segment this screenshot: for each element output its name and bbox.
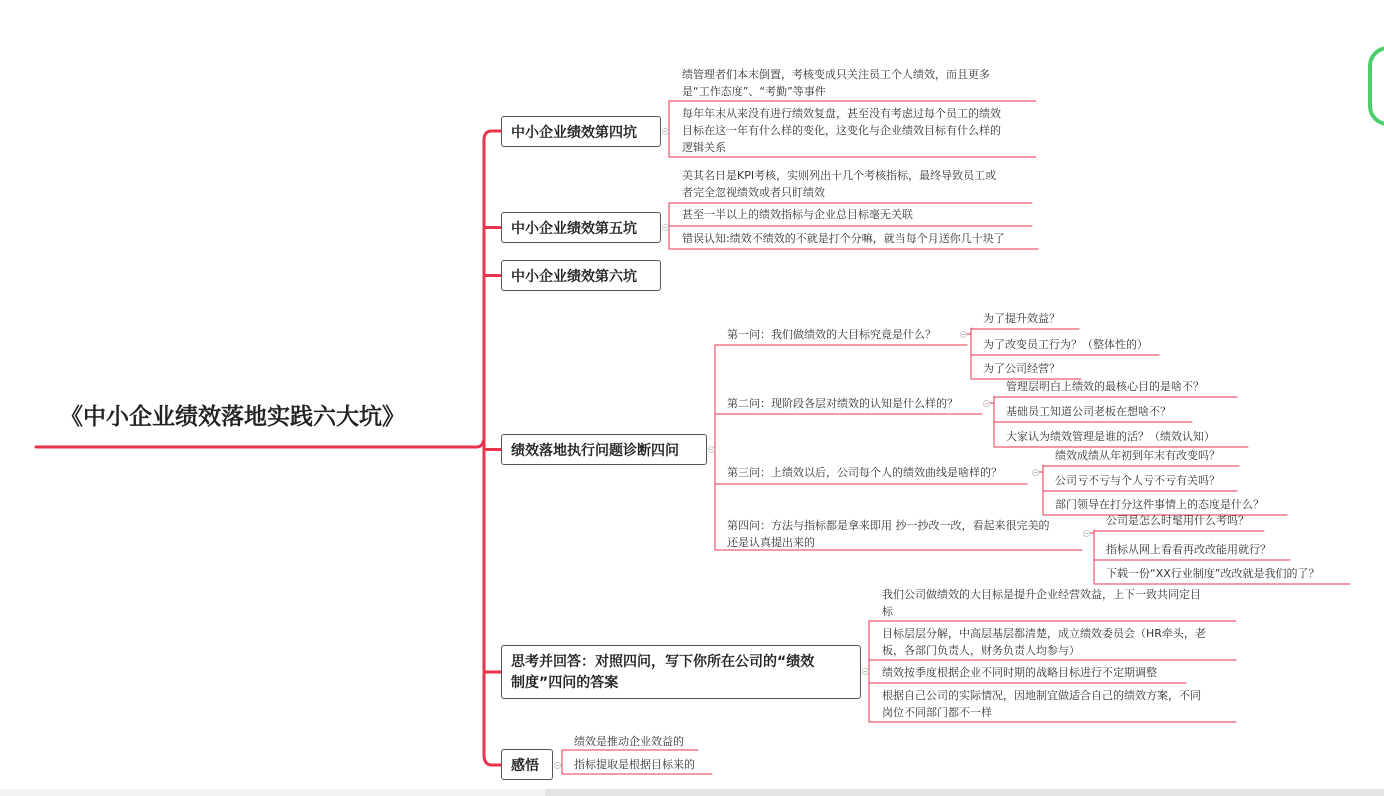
leaf-topic[interactable]: 我们公司做绩效的大目标是提升企业经营效益，上下一致共同定目 标 <box>882 588 1201 618</box>
branch-topic[interactable]: 思考并回答：对照四问，写下你所在公司的“绩效 制度”四问的答案 <box>501 645 861 699</box>
collapse-toggle-icon[interactable] <box>662 128 669 135</box>
branch-topic[interactable]: 感悟 <box>501 749 553 780</box>
answer-topic[interactable]: 管理层明白上绩效的最核心目的是啥不？ <box>1006 380 1204 393</box>
collapse-toggle-icon[interactable] <box>1032 469 1039 476</box>
collapse-toggle-icon[interactable] <box>983 400 990 407</box>
answer-topic[interactable]: 部门领导在打分这件事情上的态度是什么？ <box>1055 498 1264 511</box>
horizontal-scrollbar[interactable] <box>545 789 1384 796</box>
collapse-toggle-icon[interactable] <box>862 668 869 675</box>
answer-topic[interactable]: 指标从网上看看再改改能用就行？ <box>1106 543 1271 556</box>
collapse-toggle-icon[interactable] <box>554 762 561 769</box>
branch-topic[interactable]: 中小企业绩效第四坑 <box>501 116 661 147</box>
question-topic[interactable]: 第三问：上绩效以后，公司每个人的绩效曲线是啥样的？ <box>727 466 1002 479</box>
leaf-topic[interactable]: 指标提取是根据目标来的 <box>574 758 695 771</box>
answer-topic[interactable]: 为了提升效益？ <box>983 312 1060 325</box>
scrollbar-track <box>0 789 545 796</box>
root-topic[interactable]: 《中小企业绩效落地实践六大坑》 <box>60 404 405 430</box>
collapse-toggle-icon[interactable] <box>708 446 715 453</box>
leaf-topic[interactable]: 甚至一半以上的绩效指标与企业总目标毫无关联 <box>682 208 913 221</box>
answer-topic[interactable]: 公司亏不亏与个人亏不亏有关吗？ <box>1055 474 1220 487</box>
branch-topic[interactable]: 中小企业绩效第五坑 <box>501 212 661 243</box>
collapse-toggle-icon[interactable] <box>960 331 967 338</box>
answer-topic[interactable]: 下载一份“XX行业制度”改改就是我们的了？ <box>1106 567 1320 580</box>
question-topic[interactable]: 第二问：现阶段各层对绩效的认知是什么样的？ <box>727 397 958 410</box>
question-topic[interactable]: 第四问：方法与指标都是拿来即用 抄一抄改一改，看起来很完美的 还是认真提出来的 <box>727 519 1050 549</box>
leaf-topic[interactable]: 美其名日是KPI考核，实则列出十几个考核指标，最终导致员工或 者完全忽视绩效或者只盯绩效 <box>682 169 997 199</box>
answer-topic[interactable]: 大家认为绩效管理是谁的活？（绩效认知） <box>1006 430 1215 443</box>
leaf-topic[interactable]: 根据自己公司的实际情况，因地制宜做适合自己的绩效方案，不同 岗位不同部门都不一样 <box>882 689 1201 719</box>
question-topic[interactable]: 第一问：我们做绩效的大目标究竟是什么？ <box>727 328 936 341</box>
leaf-topic[interactable]: 绩效按季度根据企业不同时期的战略目标进行不定期调整 <box>882 666 1157 679</box>
branch-connector <box>484 437 501 765</box>
floating-widget-icon[interactable] <box>1368 46 1384 126</box>
branch-topic[interactable]: 绩效落地执行问题诊断四问 <box>501 434 707 465</box>
answer-topic[interactable]: 公司是怎么时髦用什么考吗？ <box>1106 514 1249 527</box>
branch-topic[interactable]: 中小企业绩效第六坑 <box>501 260 661 291</box>
leaf-topic[interactable]: 目标层层分解，中高层基层都清楚，成立绩效委员会（HR牵头，老 板，各部门负责人，财务负责人均参与） <box>882 627 1206 657</box>
answer-topic[interactable]: 为了改变员工行为？（整体性的） <box>983 338 1148 351</box>
answer-topic[interactable]: 基础员工知道公司老板在想啥不？ <box>1006 405 1171 418</box>
leaf-topic[interactable]: 错误认知:绩效不绩效的不就是打个分嘛，就当每个月送你几十块了 <box>682 232 1005 245</box>
leaf-topic[interactable]: 每年年末从来没有进行绩效复盘，甚至没有考虑过每个员工的绩效 目标在这一年有什么样的变化，这变化与企业绩效目标有什么样的 逻辑关系 <box>682 107 1001 154</box>
branch-connector <box>476 131 501 447</box>
collapse-toggle-icon[interactable] <box>1083 530 1090 537</box>
leaf-topic[interactable]: 绩管理者们本末倒置，考核变成只关注员工个人绩效，而且更多 是“工作态度”、“考勤”等事件 <box>682 68 990 98</box>
leaf-topic[interactable]: 绩效是推动企业效益的 <box>574 735 684 748</box>
answer-topic[interactable]: 为了公司经营？ <box>983 362 1060 375</box>
collapse-toggle-icon[interactable] <box>662 224 669 231</box>
answer-topic[interactable]: 绩效成绩从年初到年末有改变吗？ <box>1055 449 1220 462</box>
